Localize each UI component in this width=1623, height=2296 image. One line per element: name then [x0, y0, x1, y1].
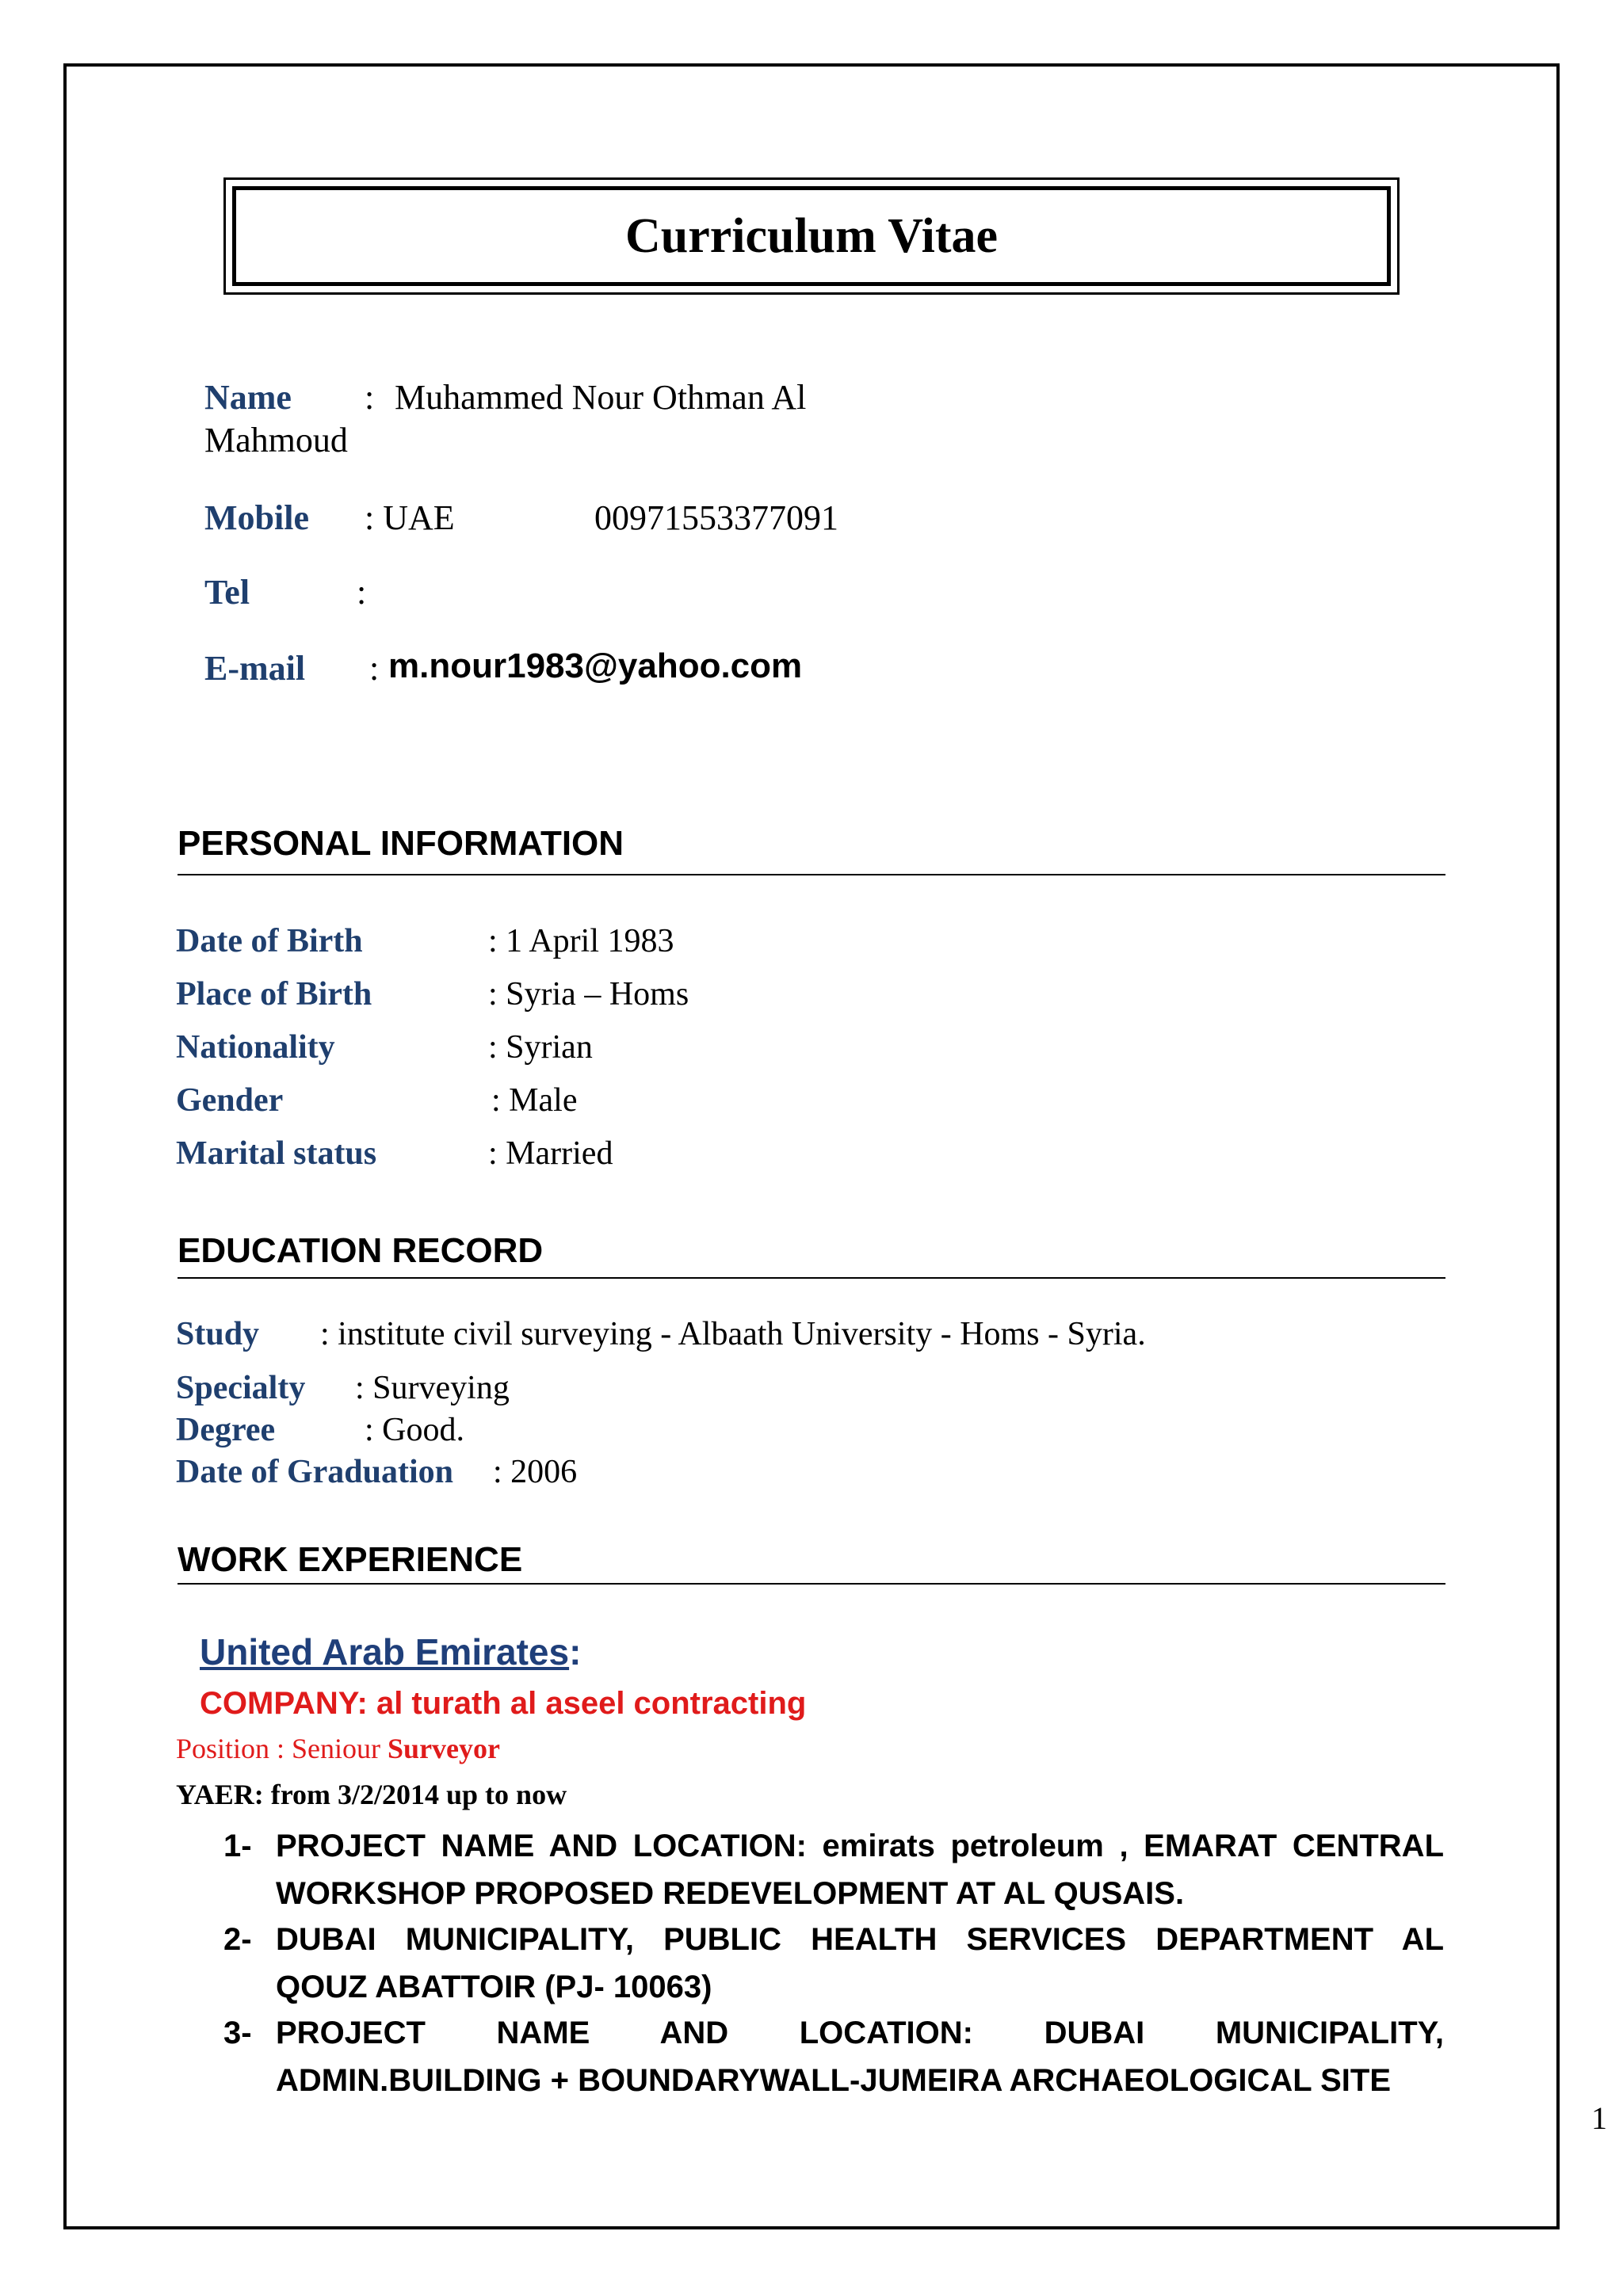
project-line1: DUBAI MUNICIPALITY, PUBLIC HEALTH SERVICES DEPARTMENT AL: [276, 1922, 1444, 1957]
project-item: [223, 2009, 1444, 2104]
work-rule: [178, 1583, 1445, 1585]
country-line: [200, 1630, 581, 1673]
country-name: United Arab Emirates: [200, 1631, 570, 1672]
degree-value: : Good.: [365, 1412, 464, 1448]
education-rule: [178, 1277, 1445, 1279]
name-value-line1: Muhammed Nour Othman Al: [395, 378, 807, 417]
project-line2: ADMIN.BUILDING + BOUNDARYWALL-JUMEIRA ARCHAEOLOGICAL SITE: [276, 2063, 1392, 2098]
position-title: Surveyor: [388, 1733, 501, 1764]
project-item: [223, 1822, 1444, 1917]
project-line2: QOUZ ABATTOIR (PJ- 10063): [276, 1970, 712, 2004]
project-line1: PROJECT NAME AND LOCATION: DUBAI MUNICIPALITY,: [276, 2016, 1444, 2050]
dob-value: : 1 April 1983: [488, 923, 674, 959]
project-line1: PROJECT NAME AND LOCATION: emirats petroleum , EMARAT CENTRAL: [276, 1829, 1444, 1863]
marital-label: Marital status: [176, 1135, 377, 1172]
study-value: : institute civil surveying - Albaath University - Homs - Syria.: [320, 1316, 1146, 1352]
title-box: [223, 177, 1400, 295]
nationality-label: Nationality: [176, 1029, 335, 1066]
email-label: E-mail: [204, 649, 306, 688]
year-label: YAER:: [176, 1779, 264, 1810]
work-heading: WORK EXPERIENCE: [178, 1540, 523, 1579]
nationality-value: : Syrian: [488, 1029, 593, 1066]
email-value[interactable]: m.nour1983@yahoo.com: [388, 646, 803, 685]
pob-label: Place of Birth: [176, 976, 372, 1013]
project-number: 1-: [223, 1829, 252, 1863]
marital-value: : Married: [488, 1135, 613, 1172]
position-line: [176, 1732, 500, 1765]
personal-info-heading: PERSONAL INFORMATION: [178, 824, 624, 863]
dob-label: Date of Birth: [176, 923, 363, 959]
email-separator: :: [369, 649, 380, 688]
name-label: Name: [204, 378, 292, 417]
pob-value: : Syria – Homs: [488, 976, 689, 1013]
tel-separator: :: [357, 573, 367, 612]
graduation-value: : 2006: [493, 1454, 578, 1490]
position-prefix: Position : Seniour: [176, 1733, 388, 1764]
name-separator: :: [365, 378, 375, 417]
mobile-value: 00971553377091: [594, 498, 838, 537]
specialty-label: Specialty: [176, 1370, 306, 1406]
graduation-label: Date of Graduation: [176, 1454, 453, 1490]
year-line: [176, 1778, 567, 1811]
page-number: 1: [1591, 2100, 1607, 2136]
gender-value: : Male: [491, 1082, 578, 1119]
year-value: from 3/2/2014 up to now: [263, 1779, 567, 1810]
tel-label: Tel: [204, 573, 250, 612]
project-item: [223, 1916, 1444, 2011]
title-box-inner: [232, 186, 1391, 286]
page-title: Curriculum Vitae: [624, 208, 999, 263]
degree-label: Degree: [176, 1412, 276, 1448]
name-value-line2: Mahmoud: [204, 421, 348, 460]
gender-label: Gender: [176, 1082, 284, 1119]
mobile-separator: : UAE: [365, 498, 455, 537]
country-colon: :: [569, 1631, 582, 1672]
specialty-value: : Surveying: [355, 1370, 510, 1406]
project-number: 2-: [223, 1922, 252, 1957]
education-heading: EDUCATION RECORD: [178, 1231, 544, 1270]
company-name: COMPANY: al turath al aseel contracting: [200, 1686, 807, 1721]
personal-info-rule: [178, 874, 1445, 875]
mobile-label: Mobile: [204, 498, 309, 537]
project-number: 3-: [223, 2016, 252, 2050]
project-line2: WORKSHOP PROPOSED REDEVELOPMENT AT AL QUSAIS.: [276, 1876, 1185, 1911]
study-label: Study: [176, 1316, 260, 1352]
